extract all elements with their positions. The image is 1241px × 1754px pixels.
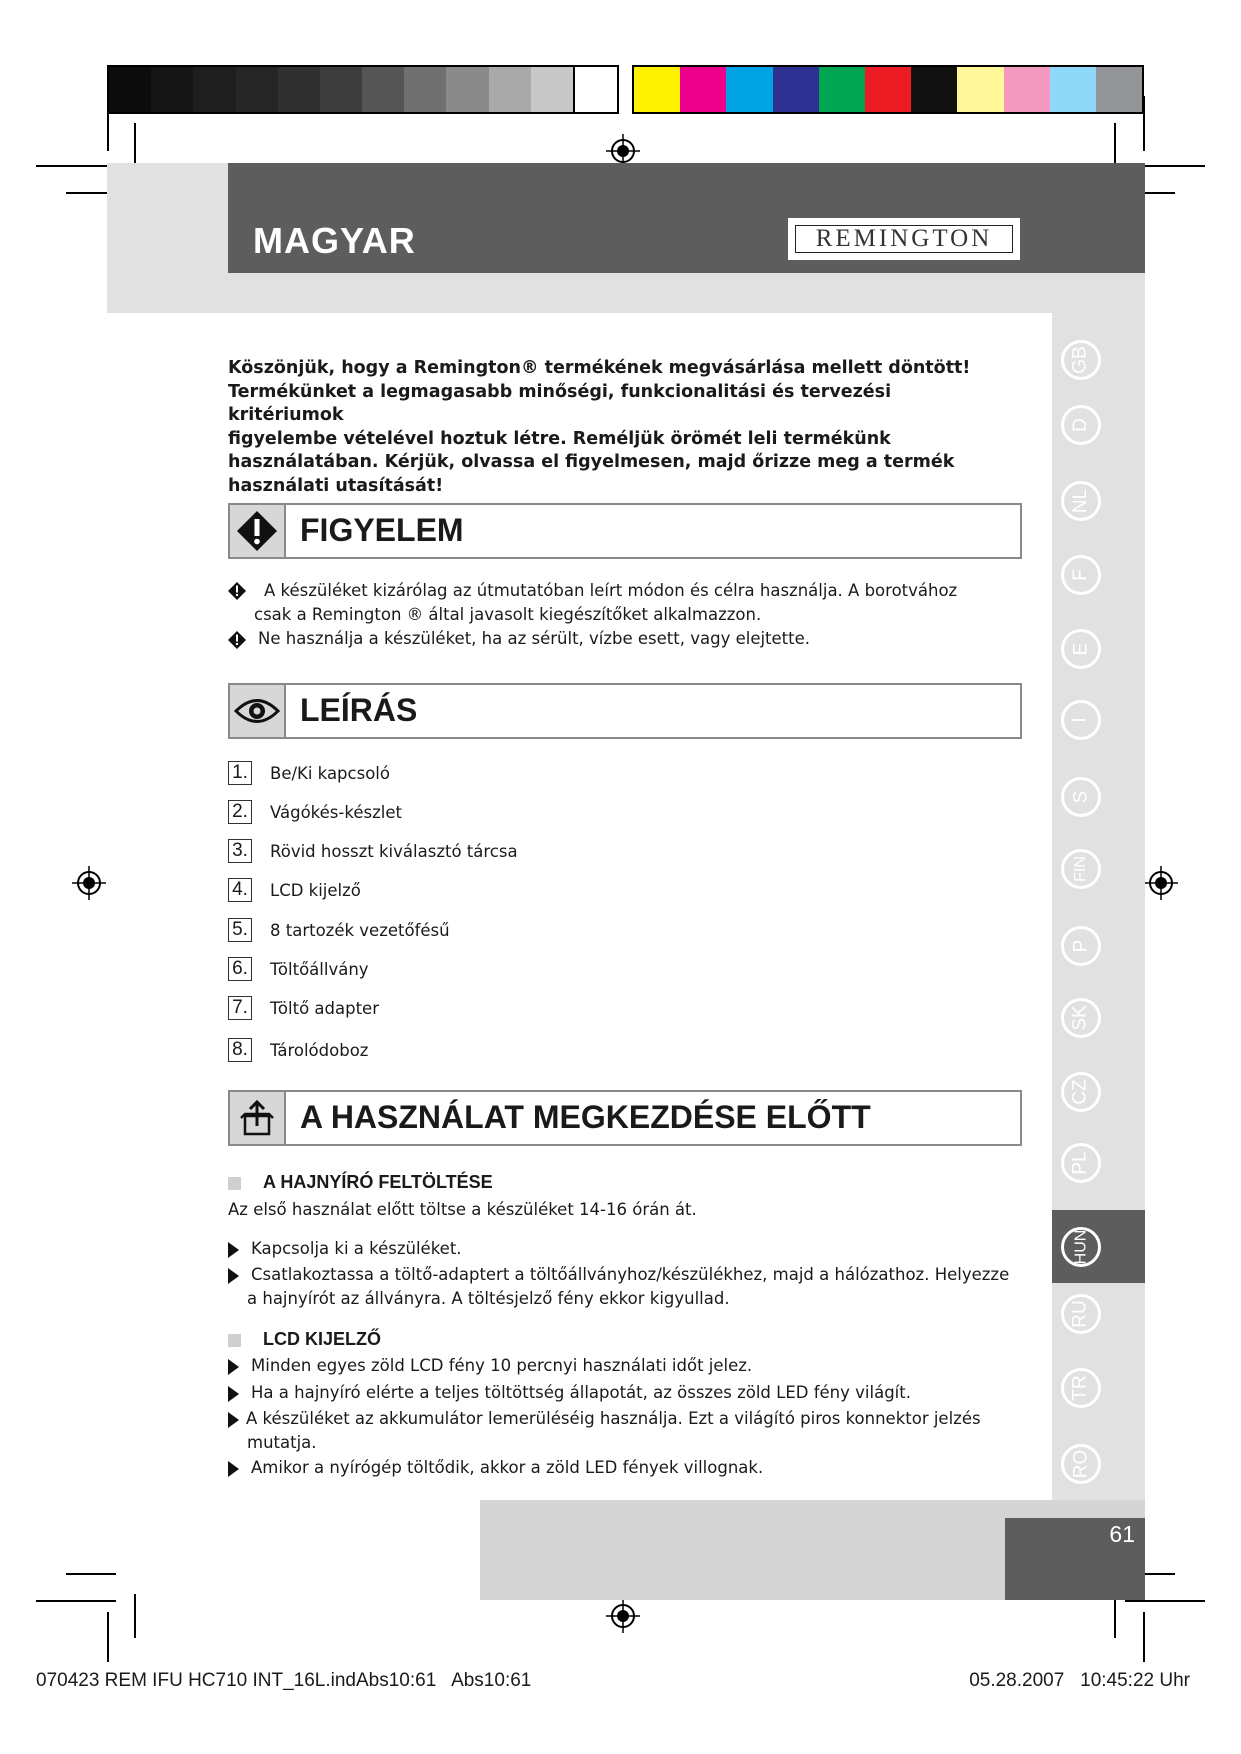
registration-mark-icon <box>604 1597 642 1635</box>
intro-line: Termékünket a legmagasabb minőségi, funkcionalitási és tervezési kritériumok <box>228 381 892 425</box>
item-number: 4. <box>228 878 252 902</box>
color-swatch <box>573 67 617 112</box>
color-swatch <box>1050 67 1096 112</box>
charging-step: a hajnyírót az állványra. A töltésjelző fény ekkor kigyullad. <box>247 1289 730 1308</box>
item-label: Tárolódoboz <box>270 1040 369 1060</box>
bullet-arrow-icon <box>228 1242 239 1258</box>
grayscale-bar <box>107 65 619 114</box>
page-title: MAGYAR <box>253 220 416 261</box>
item-label: Rövid hosszt kiválasztó tárcsa <box>270 841 518 861</box>
item-label: 8 tartozék vezetőfésű <box>270 920 450 940</box>
language-tab-label: GB <box>1069 346 1091 374</box>
language-tab-p[interactable] <box>1061 926 1101 966</box>
language-tab-d[interactable] <box>1061 405 1101 445</box>
language-tab-cz[interactable] <box>1061 1072 1101 1112</box>
list-item <box>228 918 450 942</box>
page-number: 61 <box>1109 1521 1135 1547</box>
header-light-band <box>107 273 1145 313</box>
box-icon-cell <box>230 1092 286 1144</box>
lcd-heading: LCD KIJELZŐ <box>228 1329 381 1350</box>
warning-icon-cell <box>230 505 286 557</box>
language-tab-ru[interactable] <box>1061 1294 1101 1334</box>
language-tab-tr[interactable] <box>1061 1368 1101 1408</box>
eye-icon-cell <box>230 685 286 737</box>
language-tab-label: FIN <box>1072 856 1089 882</box>
warning-title: FIGYELEM <box>300 512 464 548</box>
language-tab-label: F <box>1069 569 1091 581</box>
item-label: LCD kijelző <box>270 880 361 900</box>
crop-mark <box>1143 96 1145 151</box>
color-swatch <box>404 67 446 112</box>
language-tab-label: PL <box>1070 1151 1091 1175</box>
crop-mark <box>1125 1600 1205 1602</box>
crop-mark <box>66 1573 116 1575</box>
language-tab-label: HUN <box>1072 1229 1090 1265</box>
crop-mark <box>36 1600 116 1602</box>
intro-line: használatában. Kérjük, olvassa el figyelmesen, majd őrizze meg a termék <box>228 452 955 472</box>
item-label: Töltőállvány <box>270 959 369 979</box>
language-tab-gb[interactable] <box>1061 340 1101 380</box>
language-tab-ro[interactable] <box>1061 1444 1101 1484</box>
color-swatch <box>320 67 362 112</box>
language-tab-label: P <box>1070 939 1091 953</box>
list-item <box>228 839 518 863</box>
color-swatch <box>680 67 726 112</box>
charging-text: Az első használat előtt töltse a készüléket 14-16 órán át. <box>228 1200 697 1219</box>
warning-text: A készüléket kizárólag az útmutatóban leírt módon és célra használja. A borotvához <box>264 581 958 600</box>
list-item <box>228 878 361 902</box>
intro-line: figyelembe vételével hoztuk létre. Reméljük örömét leli termékünk <box>228 428 891 449</box>
crop-mark <box>134 1594 136 1638</box>
language-tab-label: TR <box>1069 1375 1091 1401</box>
print-slug-right: 05.28.2007 10:45:22 Uhr <box>969 1670 1190 1691</box>
color-swatch <box>531 67 573 112</box>
lcd-step: mutatja. <box>247 1433 317 1452</box>
crop-mark <box>1114 1594 1116 1638</box>
charging-heading: A HAJNYÍRÓ FELTÖLTÉSE <box>228 1172 493 1193</box>
print-slug-left: 070423 REM IFU HC710 INT_16L.indAbs10:61 Abs10:61 <box>36 1670 532 1691</box>
color-swatch <box>634 67 680 112</box>
intro-line: használati utasítását! <box>228 475 444 496</box>
crop-mark <box>107 1612 109 1662</box>
registration-mark-icon <box>70 864 108 902</box>
language-tab-hun[interactable] <box>1061 1227 1101 1267</box>
item-number: 6. <box>228 957 252 981</box>
warning-text: Ne használja a készüléket, ha az sérült, vízbe esett, vagy elejtette. <box>258 629 811 648</box>
heading-square-icon <box>228 1334 241 1347</box>
color-swatch <box>446 67 488 112</box>
color-swatch <box>278 67 320 112</box>
color-swatch <box>773 67 819 112</box>
lcd-step: Ha a hajnyíró elérte a teljes töltöttség állapotát, az összes zöld LED fény világít. <box>251 1383 911 1402</box>
language-tab-label: I <box>1070 717 1091 723</box>
item-label: Vágókés-készlet <box>270 802 402 822</box>
warning-bullet-icon <box>228 631 246 649</box>
lcd-step: A készüléket az akkumulátor lemerüléséig használja. Ezt a világító piros konnektor jelzés <box>246 1409 981 1428</box>
color-swatch <box>1096 67 1142 112</box>
item-label: Töltő adapter <box>270 998 379 1018</box>
crop-mark <box>1143 1612 1145 1662</box>
intro-line: Köszönjük, hogy a Remington® termékének megvásárlása mellett döntött! <box>228 358 971 378</box>
charging-step: Kapcsolja ki a készüléket. <box>251 1239 462 1258</box>
color-swatch <box>726 67 772 112</box>
language-tab-label: RO <box>1070 1449 1091 1479</box>
color-swatch <box>151 67 193 112</box>
registration-mark-icon <box>1142 864 1180 902</box>
language-tab-f[interactable] <box>1061 555 1101 595</box>
language-tab-label: D <box>1069 418 1091 432</box>
unbox-icon <box>237 1098 277 1138</box>
description-section-header <box>228 683 1022 739</box>
bullet-arrow-icon <box>228 1461 239 1477</box>
item-number: 1. <box>228 761 252 785</box>
bullet-arrow-icon <box>228 1359 239 1375</box>
warning-section-header <box>228 503 1022 559</box>
color-swatch <box>957 67 1003 112</box>
item-number: 5. <box>228 918 252 942</box>
item-number: 7. <box>228 996 252 1020</box>
before-use-section-header <box>228 1090 1022 1146</box>
intro-paragraph <box>228 357 988 498</box>
brand-logo-text: REMINGTON <box>795 225 1013 253</box>
item-number: 8. <box>228 1038 252 1062</box>
charging-step: Csatlakoztassa a töltő-adaptert a töltőállványhoz/készülékhez, majd a hálózathoz. Helyezze <box>251 1265 1010 1284</box>
color-swatch <box>1004 67 1050 112</box>
language-tab-label: SK <box>1069 1005 1091 1031</box>
color-swatch <box>362 67 404 112</box>
language-tab-nl[interactable] <box>1061 481 1101 521</box>
color-swatch <box>489 67 531 112</box>
language-tab-label: CZ <box>1069 1079 1091 1105</box>
warning-bullet-icon <box>228 582 246 600</box>
item-label: Be/Ki kapcsoló <box>270 763 390 783</box>
heading-square-icon <box>228 1177 241 1190</box>
list-item <box>228 800 402 824</box>
color-process-bar <box>632 65 1144 114</box>
list-item <box>228 996 379 1020</box>
list-item <box>228 761 390 785</box>
language-tab-sk[interactable] <box>1061 998 1101 1038</box>
color-swatch <box>911 67 957 112</box>
list-item <box>228 1038 368 1062</box>
color-swatch <box>236 67 278 112</box>
language-tab-s[interactable] <box>1061 777 1101 817</box>
color-swatch <box>193 67 235 112</box>
eye-icon <box>234 696 280 726</box>
lcd-step: Minden egyes zöld LCD fény 10 percnyi használati időt jelez. <box>251 1356 753 1375</box>
warning-text: csak a Remington ® által javasolt kiegészítőket alkalmazzon. <box>254 605 762 624</box>
language-tab-label: RU <box>1069 1300 1091 1328</box>
bullet-arrow-icon <box>228 1268 239 1284</box>
description-title: LEÍRÁS <box>300 692 418 728</box>
language-tab-label: S <box>1070 790 1091 804</box>
before-use-title: A HASZNÁLAT MEGKEZDÉSE ELŐTT <box>300 1099 871 1135</box>
crop-mark <box>107 96 109 151</box>
language-tab-i[interactable] <box>1061 700 1101 740</box>
color-swatch <box>865 67 911 112</box>
warning-icon <box>235 509 279 553</box>
language-tab-fin[interactable] <box>1061 849 1101 889</box>
crop-mark <box>36 165 116 167</box>
bullet-arrow-icon <box>228 1386 239 1402</box>
language-tab-pl[interactable] <box>1061 1143 1101 1183</box>
language-tab-label: E <box>1070 642 1091 656</box>
bullet-arrow-icon <box>228 1412 239 1428</box>
lcd-step: Amikor a nyírógép töltődik, akkor a zöld LED fények villognak. <box>251 1458 764 1477</box>
color-swatch <box>109 67 151 112</box>
language-tab-label: NL <box>1069 488 1091 514</box>
item-number: 2. <box>228 800 252 824</box>
language-tab-e[interactable] <box>1061 629 1101 669</box>
color-swatch <box>819 67 865 112</box>
list-item <box>228 957 369 981</box>
item-number: 3. <box>228 839 252 863</box>
brand-logo <box>788 218 1020 260</box>
